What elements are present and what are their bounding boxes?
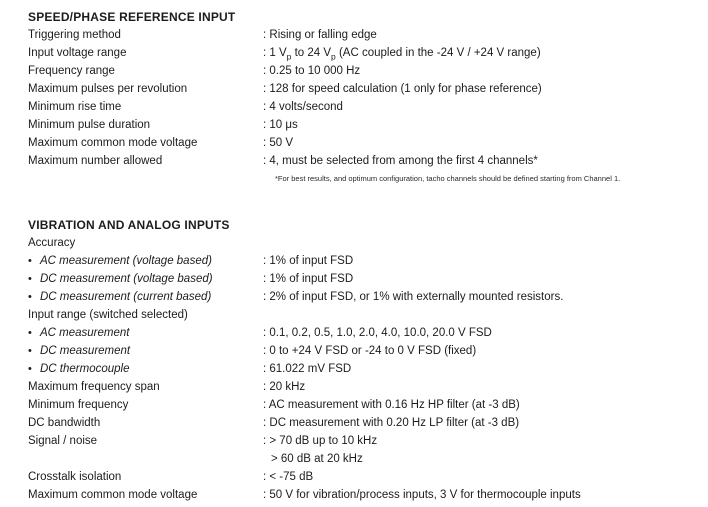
subscript-text: p <box>331 51 336 62</box>
row-label <box>28 324 263 342</box>
row-value: : 0 to +24 V FSD or -24 to 0 V FSD (fixed) <box>263 345 477 357</box>
spec-row <box>28 378 700 396</box>
subscript-text: p <box>286 51 292 62</box>
section-title: VIBRATION AND ANALOG INPUTS <box>28 218 230 232</box>
spec-row <box>28 432 700 468</box>
row-value: : 128 for speed calculation (1 only for phase reference) <box>263 83 542 95</box>
bullet-icon: • <box>28 327 32 339</box>
spec-row <box>28 26 700 44</box>
row-label: Crosstalk isolation <box>28 471 122 483</box>
row-label <box>28 288 263 306</box>
spec-row <box>28 360 700 378</box>
row-label-text: DC measurement <box>40 345 131 357</box>
spec-row <box>28 44 700 62</box>
spec-row <box>28 270 700 288</box>
row-value: : DC measurement with 0.20 Hz LP filter (at -3 dB) <box>263 417 520 429</box>
row-label: Maximum frequency span <box>28 381 160 393</box>
row-label: Minimum pulse duration <box>28 119 151 131</box>
bullet-icon: • <box>28 363 32 375</box>
spec-row <box>28 288 700 306</box>
row-label-text: AC measurement <box>40 327 130 339</box>
spec-row <box>28 468 700 486</box>
page-content <box>28 8 700 504</box>
row-value <box>263 432 700 468</box>
row-value: : AC measurement with 0.16 Hz HP filter (at -3 dB) <box>263 399 520 411</box>
row-label: Maximum common mode voltage <box>28 489 198 501</box>
row-label-text: DC measurement (voltage based) <box>40 273 213 285</box>
spec-row <box>28 234 700 252</box>
spec-row <box>28 80 700 98</box>
footnote: *For best results, and optimum configuration, tacho channels should be defined starting from Channel 1. <box>275 174 621 183</box>
spec-row <box>28 306 700 324</box>
row-value <box>263 44 700 62</box>
spec-row <box>28 252 700 270</box>
bullet-icon: • <box>28 273 32 285</box>
spec-row <box>28 152 700 170</box>
row-value: : 10 μs <box>263 119 298 131</box>
bullet-icon: • <box>28 291 32 303</box>
row-value-line: > 60 dB at 20 kHz <box>271 453 363 465</box>
row-value: : 50 V <box>263 137 294 149</box>
row-label-text: DC thermocouple <box>40 363 130 375</box>
value-text: to 24 V <box>291 47 332 59</box>
row-label: Triggering method <box>28 29 121 41</box>
row-value: : 61.022 mV FSD <box>263 363 352 375</box>
row-label <box>28 252 263 270</box>
spec-row <box>28 62 700 80</box>
value-text: : 1 V <box>263 47 287 59</box>
row-label: Minimum rise time <box>28 101 122 113</box>
row-label: Input voltage range <box>28 47 127 59</box>
spec-row <box>28 324 700 342</box>
row-label: Signal / noise <box>28 435 98 447</box>
row-label: Maximum number allowed <box>28 155 163 167</box>
row-value: : 20 kHz <box>263 381 306 393</box>
section-title: SPEED/PHASE REFERENCE INPUT <box>28 10 236 24</box>
row-label: Accuracy <box>28 237 76 249</box>
row-label: Minimum frequency <box>28 399 129 411</box>
row-label <box>28 360 263 378</box>
row-value-line: : > 70 dB up to 10 kHz <box>263 435 378 447</box>
section-vibration-and-analog-inputs <box>28 216 700 504</box>
row-label-text: AC measurement (voltage based) <box>40 255 212 267</box>
row-value: : 4, must be selected from among the first 4 channels* <box>263 155 538 167</box>
spec-row <box>28 342 700 360</box>
row-value: : < -75 dB <box>263 471 314 483</box>
spec-row <box>28 414 700 432</box>
bullet-icon: • <box>28 255 32 267</box>
row-value: : 1% of input FSD <box>263 273 354 285</box>
section-speed-phase-reference-input <box>28 8 700 184</box>
row-value: : 2% of input FSD, or 1% with externally mounted resistors. <box>263 291 564 303</box>
spec-row <box>28 396 700 414</box>
row-label <box>28 270 263 288</box>
row-label <box>28 342 263 360</box>
row-value: : 50 V for vibration/process inputs, 3 V for thermocouple inputs <box>263 489 581 501</box>
row-label-text: DC measurement (current based) <box>40 291 212 303</box>
spec-row <box>28 116 700 134</box>
row-value: : 0.1, 0.2, 0.5, 1.0, 2.0, 4.0, 10.0, 20.0 V FSD <box>263 327 492 339</box>
spec-row <box>28 134 700 152</box>
row-label: Input range (switched selected) <box>28 309 188 321</box>
row-value: : 1% of input FSD <box>263 255 354 267</box>
row-label: Maximum common mode voltage <box>28 137 198 149</box>
row-value: : Rising or falling edge <box>263 29 377 41</box>
row-label: Maximum pulses per revolution <box>28 83 188 95</box>
row-label: Frequency range <box>28 65 115 77</box>
bullet-icon: • <box>28 345 32 357</box>
spec-row <box>28 98 700 116</box>
spec-row <box>28 486 700 504</box>
row-value: : 4 volts/second <box>263 101 343 113</box>
row-label: DC bandwidth <box>28 417 101 429</box>
value-text: (AC coupled in the -24 V / +24 V range) <box>335 47 541 59</box>
row-value: : 0.25 to 10 000 Hz <box>263 65 361 77</box>
